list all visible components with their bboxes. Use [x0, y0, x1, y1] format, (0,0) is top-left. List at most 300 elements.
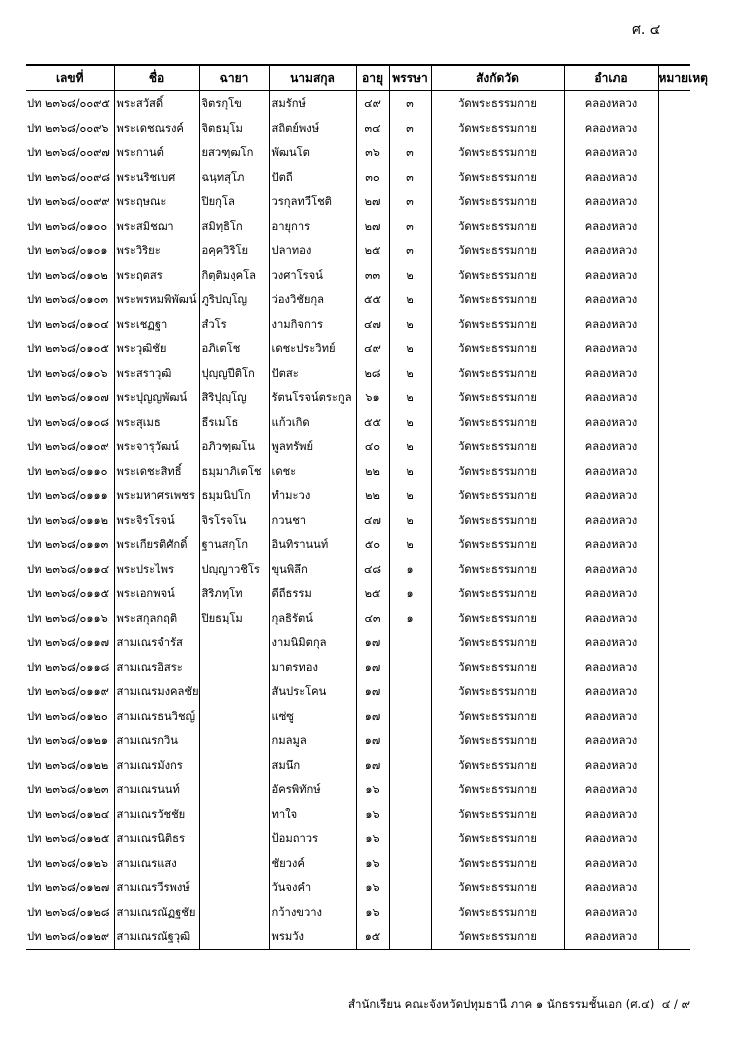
col-monastic-name-cell: อภิเตโช — [199, 336, 269, 361]
col-id-cell: ปท ๒๓๖๘/๐๑๐๕ — [27, 342, 109, 356]
col-surname-cell: พูลทรัพย์ — [269, 434, 356, 459]
col-age-cell: ๒๘ — [356, 361, 389, 386]
col-surname-cell: รัตนโรจน์ตระกูล — [269, 385, 356, 410]
col-temple-cell: วัดพระธรรมกาย — [431, 434, 564, 459]
col-age-cell: ๑๗ — [356, 728, 389, 753]
col-surname-cell: กมลมูล — [269, 728, 356, 753]
col-remark-cell — [658, 557, 690, 582]
table-row — [26, 483, 690, 508]
col-temple-cell: วัดพระธรรมกาย — [431, 826, 564, 851]
header-col-district: อำเภอ — [564, 65, 658, 91]
table-row — [26, 116, 690, 141]
col-monastic-name-cell: ธีรเมโธ — [199, 410, 269, 435]
col-remark-cell — [658, 116, 690, 141]
col-temple-cell: วัดพระธรรมกาย — [431, 287, 564, 312]
col-district-cell: คลองหลวง — [564, 728, 658, 753]
col-vassa-cell — [389, 777, 431, 802]
col-district-cell: คลองหลวง — [564, 777, 658, 802]
col-temple-cell: วัดพระธรรมกาย — [431, 263, 564, 288]
col-monastic-name-cell: ปิยกุโล — [199, 189, 269, 214]
col-district-cell: คลองหลวง — [564, 459, 658, 484]
col-surname-cell: เดชะประวิทย์ — [269, 336, 356, 361]
col-vassa-cell — [389, 851, 431, 876]
col-id-cell: ปท ๒๓๖๘/๐๑๒๙ — [26, 924, 114, 949]
col-surname-cell: ปลาทอง — [269, 238, 356, 263]
col-remark-cell — [658, 851, 690, 876]
col-age-cell: ๓๔ — [356, 116, 389, 141]
col-temple-cell: วัดพระธรรมกาย — [431, 655, 564, 680]
col-age-cell: ๕๕ — [356, 410, 389, 435]
col-id-cell: ปท ๒๓๖๘/๐๑๑๕ — [27, 587, 110, 601]
col-district-cell: คลองหลวง — [564, 116, 658, 141]
col-vassa-cell — [389, 630, 431, 655]
col-name-cell: พระสราวุฒิ — [114, 361, 199, 386]
col-id-cell: ปท ๒๓๖๘/๐๑๑๑ — [27, 489, 108, 503]
col-id-cell: ปท ๒๓๖๘/๐๑๒๐ — [27, 709, 108, 723]
col-age-cell: ๒๕ — [356, 581, 389, 606]
col-id-cell: ปท ๒๓๖๘/๐๑๒๗ — [27, 881, 110, 895]
col-vassa-cell — [389, 655, 431, 680]
col-temple-cell: วัดพระธรรมกาย — [431, 753, 564, 778]
col-surname-cell: กวนชา — [269, 508, 356, 533]
col-name-cell: พระวุฒิชัย — [114, 336, 199, 361]
col-name-cell: พระสกุลกฤติ — [114, 606, 199, 631]
candidate-table — [26, 64, 708, 950]
col-remark-cell — [658, 410, 690, 435]
col-vassa-cell — [389, 826, 431, 851]
col-vassa-cell: ๓ — [389, 189, 431, 214]
col-district-cell: คลองหลวง — [564, 336, 658, 361]
col-vassa-cell: ๑ — [389, 557, 431, 582]
col-surname-cell: ว่องวิชัยกุล — [269, 287, 356, 312]
col-temple-cell: วัดพระธรรมกาย — [431, 508, 564, 533]
col-temple-cell: วัดพระธรรมกาย — [431, 851, 564, 876]
col-monastic-name-cell: อภิวฑฺฒโน — [199, 434, 269, 459]
col-surname-cell: สมนึก — [269, 753, 356, 778]
col-monastic-name-cell — [199, 924, 269, 949]
col-district-cell: คลองหลวง — [564, 655, 658, 680]
col-remark-cell — [658, 336, 690, 361]
col-monastic-name-cell — [199, 753, 269, 778]
col-remark-cell — [658, 189, 690, 214]
col-surname-cell: ชัยวงค์ — [269, 851, 356, 876]
col-remark-cell — [658, 728, 690, 753]
col-temple-cell: วัดพระธรรมกาย — [431, 875, 564, 900]
col-name-cell: พระสมิชฌา — [114, 214, 199, 239]
table-row — [26, 361, 690, 386]
col-temple-cell: วัดพระธรรมกาย — [431, 679, 564, 704]
col-remark-cell — [658, 655, 690, 680]
col-vassa-cell — [389, 679, 431, 704]
col-age-cell: ๒๗ — [356, 214, 389, 239]
col-monastic-name-cell — [199, 802, 269, 827]
col-age-cell: ๑๕ — [356, 924, 389, 949]
col-name-cell: สามเณรแสง — [114, 851, 199, 876]
col-name-cell: สามเณรธนวิชญ์ — [114, 704, 199, 729]
col-monastic-name-cell: จิรโรจโน — [199, 508, 269, 533]
col-name-cell: พระจารุวัฒน์ — [114, 434, 199, 459]
col-name-cell: สามเณรวัชชัย — [114, 802, 199, 827]
col-surname-cell: ปัตถี — [269, 165, 356, 190]
col-surname-cell: สมรักษ์ — [269, 91, 356, 116]
table-body — [26, 91, 690, 950]
col-surname-cell: งามนิมิตกุล — [269, 630, 356, 655]
col-temple-cell: วัดพระธรรมกาย — [431, 189, 564, 214]
col-remark-cell — [658, 214, 690, 239]
col-district-cell: คลองหลวง — [564, 508, 658, 533]
col-monastic-name-cell: ปิยธมฺโม — [199, 606, 269, 631]
col-name-cell: พระกานต์ — [114, 140, 199, 165]
col-remark-cell — [658, 606, 690, 631]
col-remark-cell — [658, 753, 690, 778]
col-monastic-name-cell — [199, 875, 269, 900]
table-row — [26, 777, 690, 802]
col-district-cell: คลองหลวง — [564, 238, 658, 263]
col-remark-cell — [658, 91, 690, 116]
col-district-cell: คลองหลวง — [564, 851, 658, 876]
col-age-cell: ๒๗ — [356, 189, 389, 214]
col-id-cell: ปท ๒๓๖๘/๐๑๒๘ — [27, 905, 110, 919]
col-remark-cell — [658, 679, 690, 704]
col-age-cell: ๑๗ — [356, 704, 389, 729]
col-temple-cell: วัดพระธรรมกาย — [431, 238, 564, 263]
col-remark-cell — [658, 630, 690, 655]
col-district-cell: คลองหลวง — [564, 704, 658, 729]
col-surname-cell: พรมวัง — [269, 924, 356, 949]
col-age-cell: ๒๒ — [356, 483, 389, 508]
table-row — [26, 336, 690, 361]
col-district-cell: คลองหลวง — [564, 753, 658, 778]
col-id-cell: ปท ๒๓๖๘/๐๐๙๘ — [27, 170, 111, 184]
col-district-cell: คลองหลวง — [564, 385, 658, 410]
col-age-cell: ๕๕ — [356, 287, 389, 312]
table-row — [26, 532, 690, 557]
col-district-cell: คลองหลวง — [564, 532, 658, 557]
table-row — [26, 434, 690, 459]
col-id-cell: ปท ๒๓๖๘/๐๑๑๒ — [27, 513, 108, 527]
col-vassa-cell: ๓ — [389, 116, 431, 141]
col-monastic-name-cell — [199, 630, 269, 655]
col-vassa-cell: ๒ — [389, 287, 431, 312]
col-district-cell: คลองหลวง — [564, 557, 658, 582]
col-remark-cell — [658, 826, 690, 851]
table-row — [26, 679, 690, 704]
col-temple-cell: วัดพระธรรมกาย — [431, 214, 564, 239]
col-age-cell: ๑๖ — [356, 826, 389, 851]
col-id-cell: ปท ๒๓๖๘/๐๑๐๓ — [27, 293, 108, 307]
col-vassa-cell — [389, 900, 431, 925]
col-age-cell: ๔๓ — [356, 606, 389, 631]
col-remark-cell — [658, 508, 690, 533]
table-row — [26, 704, 690, 729]
col-district-cell: คลองหลวง — [564, 434, 658, 459]
col-id-cell: ปท ๒๓๖๘/๐๑๑๔ — [27, 562, 110, 576]
col-district-cell: คลองหลวง — [564, 924, 658, 949]
table-header-row — [26, 65, 690, 91]
col-temple-cell: วัดพระธรรมกาย — [431, 777, 564, 802]
col-surname-cell: ดีถีธรรม — [269, 581, 356, 606]
col-id-cell: ปท ๒๓๖๘/๐๑๒๒ — [27, 758, 109, 772]
table-row — [26, 140, 690, 165]
col-id-cell: ปท ๒๓๖๘/๐๑๐๘ — [27, 415, 109, 429]
col-monastic-name-cell: อคฺควิริโย — [199, 238, 269, 263]
col-remark-cell — [658, 704, 690, 729]
col-surname-cell: ป้อมถาวร — [269, 826, 356, 851]
col-age-cell: ๔๙ — [356, 91, 389, 116]
col-monastic-name-cell — [199, 679, 269, 704]
col-monastic-name-cell — [199, 851, 269, 876]
col-id-cell: ปท ๒๓๖๘/๐๑๒๓ — [27, 783, 109, 797]
col-monastic-name-cell: ฐานสกฺโก — [199, 532, 269, 557]
table-row — [26, 287, 690, 312]
col-surname-cell: มาตรทอง — [269, 655, 356, 680]
col-name-cell: พระสวัสดิ์ — [114, 91, 199, 116]
col-temple-cell: วัดพระธรรมกาย — [431, 336, 564, 361]
col-temple-cell: วัดพระธรรมกาย — [431, 728, 564, 753]
col-monastic-name-cell: ปญฺญาวชิโร — [199, 557, 269, 582]
col-name-cell: พระนริชเบศ — [114, 165, 199, 190]
col-id-cell: ปท ๒๓๖๘/๐๐๙๕ — [27, 97, 110, 111]
col-age-cell: ๒๒ — [356, 459, 389, 484]
col-remark-cell — [658, 532, 690, 557]
page-footer — [348, 996, 690, 1014]
col-temple-cell: วัดพระธรรมกาย — [431, 140, 564, 165]
col-vassa-cell: ๒ — [389, 532, 431, 557]
table-row — [26, 214, 690, 239]
col-vassa-cell: ๒ — [389, 508, 431, 533]
col-temple-cell: วัดพระธรรมกาย — [431, 116, 564, 141]
col-vassa-cell: ๒ — [389, 312, 431, 337]
col-temple-cell: วัดพระธรรมกาย — [431, 630, 564, 655]
col-name-cell: พระวิริยะ — [114, 238, 199, 263]
col-name-cell: พระฤตสร — [114, 263, 199, 288]
col-district-cell: คลองหลวง — [564, 91, 658, 116]
col-monastic-name-cell: ยสวฑฺฒโก — [199, 140, 269, 165]
col-temple-cell: วัดพระธรรมกาย — [431, 91, 564, 116]
col-age-cell: ๔๗ — [356, 312, 389, 337]
table-row — [26, 900, 690, 925]
table-row — [26, 630, 690, 655]
col-vassa-cell: ๓ — [389, 165, 431, 190]
col-remark-cell — [658, 361, 690, 386]
table-row — [26, 189, 690, 214]
col-district-cell: คลองหลวง — [564, 826, 658, 851]
col-vassa-cell: ๓ — [389, 214, 431, 239]
col-monastic-name-cell — [199, 704, 269, 729]
table-row — [26, 581, 690, 606]
col-surname-cell: พัฒนโต — [269, 140, 356, 165]
col-id-cell: ปท ๒๓๖๘/๐๐๙๙ — [27, 195, 110, 209]
col-age-cell: ๔๗ — [356, 508, 389, 533]
col-remark-cell — [658, 802, 690, 827]
col-age-cell: ๑๖ — [356, 875, 389, 900]
table-row — [26, 312, 690, 337]
col-remark-cell — [658, 165, 690, 190]
col-id-cell: ปท ๒๓๖๘/๐๑๑๓ — [27, 538, 109, 552]
col-remark-cell — [658, 287, 690, 312]
col-remark-cell — [658, 385, 690, 410]
table-row — [26, 263, 690, 288]
col-district-cell: คลองหลวง — [564, 875, 658, 900]
col-temple-cell: วัดพระธรรมกาย — [431, 532, 564, 557]
col-surname-cell: อัครพิทักษ์ — [269, 777, 356, 802]
col-surname-cell: สถิตย์พงษ์ — [269, 116, 356, 141]
col-name-cell: สามเณรวีรพงษ์ — [114, 875, 199, 900]
col-temple-cell: วัดพระธรรมกาย — [431, 483, 564, 508]
col-temple-cell: วัดพระธรรมกาย — [431, 557, 564, 582]
col-vassa-cell — [389, 924, 431, 949]
col-name-cell: สามเณรณัฐวุฒิ — [114, 924, 199, 949]
col-vassa-cell: ๑ — [389, 581, 431, 606]
col-age-cell: ๑๖ — [356, 777, 389, 802]
table-row — [26, 385, 690, 410]
col-monastic-name-cell: กิตฺติมงฺคโล — [199, 263, 269, 288]
col-id-cell: ปท ๒๓๖๘/๐๐๙๖ — [27, 121, 109, 135]
header-col-age: อายุ — [356, 65, 389, 91]
col-vassa-cell — [389, 753, 431, 778]
header-col-vassa: พรรษา — [389, 65, 431, 91]
col-age-cell: ๒๕ — [356, 238, 389, 263]
col-surname-cell: แก้วเกิด — [269, 410, 356, 435]
col-age-cell: ๑๖ — [356, 802, 389, 827]
col-age-cell: ๑๗ — [356, 679, 389, 704]
col-temple-cell: วัดพระธรรมกาย — [431, 900, 564, 925]
col-name-cell: สามเณรมังกร — [114, 753, 199, 778]
table-row — [26, 459, 690, 484]
col-remark-cell — [658, 238, 690, 263]
col-name-cell: พระเดชณรงค์ — [114, 116, 199, 141]
col-remark-cell — [658, 875, 690, 900]
col-id-cell: ปท ๒๓๖๘/๐๑๒๔ — [27, 807, 110, 821]
table-row — [26, 238, 690, 263]
col-name-cell: พระปุญญพัฒน์ — [114, 385, 199, 410]
col-monastic-name-cell: สิริภทฺโท — [199, 581, 269, 606]
col-temple-cell: วัดพระธรรมกาย — [431, 459, 564, 484]
col-name-cell: สามเณรณัฏฐชัย — [114, 900, 199, 925]
col-temple-cell: วัดพระธรรมกาย — [431, 410, 564, 435]
col-district-cell: คลองหลวง — [564, 263, 658, 288]
col-remark-cell — [658, 312, 690, 337]
col-name-cell: สามเณรกวิน — [114, 728, 199, 753]
col-temple-cell: วัดพระธรรมกาย — [431, 361, 564, 386]
table-row — [26, 924, 690, 949]
col-age-cell: ๖๑ — [356, 385, 389, 410]
col-surname-cell: ทาใจ — [269, 802, 356, 827]
col-id-cell: ปท ๒๓๖๘/๐๑๐๙ — [27, 440, 109, 454]
col-district-cell: คลองหลวง — [564, 361, 658, 386]
col-monastic-name-cell: จิตธมฺโม — [199, 116, 269, 141]
table-row — [26, 728, 690, 753]
col-vassa-cell: ๓ — [389, 238, 431, 263]
col-id-cell: ปท ๒๓๖๘/๐๑๐๒ — [27, 268, 108, 282]
col-name-cell: พระมหาศรเพชร — [114, 483, 199, 508]
col-surname-cell: กุลธิรัตน์ — [269, 606, 356, 631]
col-name-cell: พระพรหมพิพัฒน์ — [114, 287, 199, 312]
col-vassa-cell — [389, 728, 431, 753]
col-remark-cell — [658, 900, 690, 925]
col-remark-cell — [658, 140, 690, 165]
col-surname-cell: สันประโคน — [269, 679, 356, 704]
col-age-cell: ๕๐ — [356, 532, 389, 557]
col-district-cell: คลองหลวง — [564, 312, 658, 337]
col-vassa-cell — [389, 875, 431, 900]
col-surname-cell: อินทิรานนท์ — [269, 532, 356, 557]
table-row — [26, 655, 690, 680]
col-vassa-cell: ๒ — [389, 336, 431, 361]
col-remark-cell — [658, 459, 690, 484]
col-name-cell: สามเณรนนท์ — [114, 777, 199, 802]
col-district-cell: คลองหลวง — [564, 606, 658, 631]
col-temple-cell: วัดพระธรรมกาย — [431, 581, 564, 606]
col-temple-cell: วัดพระธรรมกาย — [431, 165, 564, 190]
col-monastic-name-cell: สิริปุญฺโญ — [199, 385, 269, 410]
col-vassa-cell: ๒ — [389, 263, 431, 288]
col-temple-cell: วัดพระธรรมกาย — [431, 385, 564, 410]
table-row — [26, 753, 690, 778]
col-name-cell: สามเณรมงคลชัย — [114, 679, 199, 704]
table-row — [26, 557, 690, 582]
col-district-cell: คลองหลวง — [564, 140, 658, 165]
col-name-cell: พระประไพร — [114, 557, 199, 582]
table-row — [26, 91, 690, 116]
col-id-cell: ปท ๒๓๖๘/๐๑๑๖ — [27, 611, 108, 625]
col-monastic-name-cell: สํวโร — [199, 312, 269, 337]
col-age-cell: ๓๐ — [356, 165, 389, 190]
col-remark-cell — [658, 777, 690, 802]
col-temple-cell: วัดพระธรรมกาย — [431, 802, 564, 827]
col-age-cell: ๔๘ — [356, 557, 389, 582]
col-monastic-name-cell — [199, 777, 269, 802]
col-id-cell: ปท ๒๓๖๘/๐๑๐๖ — [27, 366, 108, 380]
col-temple-cell: วัดพระธรรมกาย — [431, 704, 564, 729]
col-name-cell: พระจิรโรจน์ — [114, 508, 199, 533]
col-surname-cell: วรกุลทวีโชติ — [269, 189, 356, 214]
col-id-cell: ปท ๒๓๖๘/๐๑๒๖ — [27, 856, 108, 870]
col-name-cell: สามเณรจำรัส — [114, 630, 199, 655]
col-name-cell: พระเกียรติศักดิ์ — [114, 532, 199, 557]
col-id-cell: ปท ๒๓๖๘/๐๑๐๔ — [27, 317, 109, 331]
col-id-cell: ปท ๒๓๖๘/๐๑๐๑ — [27, 244, 108, 258]
col-monastic-name-cell: ฉนฺทสุโภ — [199, 165, 269, 190]
col-id-cell: ปท ๒๓๖๘/๐๑๒๕ — [27, 832, 110, 846]
col-district-cell: คลองหลวง — [564, 802, 658, 827]
header-col-remark: หมายเหตุ — [658, 65, 690, 91]
col-id-cell: ปท ๒๓๖๘/๐๑๑๙ — [27, 685, 109, 699]
col-name-cell: พระฤษณะ — [114, 189, 199, 214]
table-row — [26, 606, 690, 631]
header-col-id: เลขที่ — [26, 65, 114, 91]
col-temple-cell: วัดพระธรรมกาย — [431, 606, 564, 631]
col-vassa-cell: ๓ — [389, 140, 431, 165]
col-monastic-name-cell: ภูริปญฺโญ — [199, 287, 269, 312]
table-row — [26, 802, 690, 827]
col-age-cell: ๑๖ — [356, 851, 389, 876]
table-row — [26, 165, 690, 190]
table-row — [26, 851, 690, 876]
page-number: ๔ / ๙ — [661, 997, 690, 1011]
table-row — [26, 410, 690, 435]
col-age-cell: ๓๓ — [356, 263, 389, 288]
col-vassa-cell: ๒ — [389, 385, 431, 410]
col-age-cell: ๓๖ — [356, 140, 389, 165]
col-district-cell: คลองหลวง — [564, 630, 658, 655]
form-code: ศ. ๔ — [632, 22, 661, 38]
col-id-cell: ปท ๒๓๖๘/๐๐๙๗ — [27, 146, 110, 160]
col-vassa-cell: ๒ — [389, 410, 431, 435]
col-district-cell: คลองหลวง — [564, 581, 658, 606]
col-surname-cell: งามกิจการ — [269, 312, 356, 337]
col-remark-cell — [658, 434, 690, 459]
